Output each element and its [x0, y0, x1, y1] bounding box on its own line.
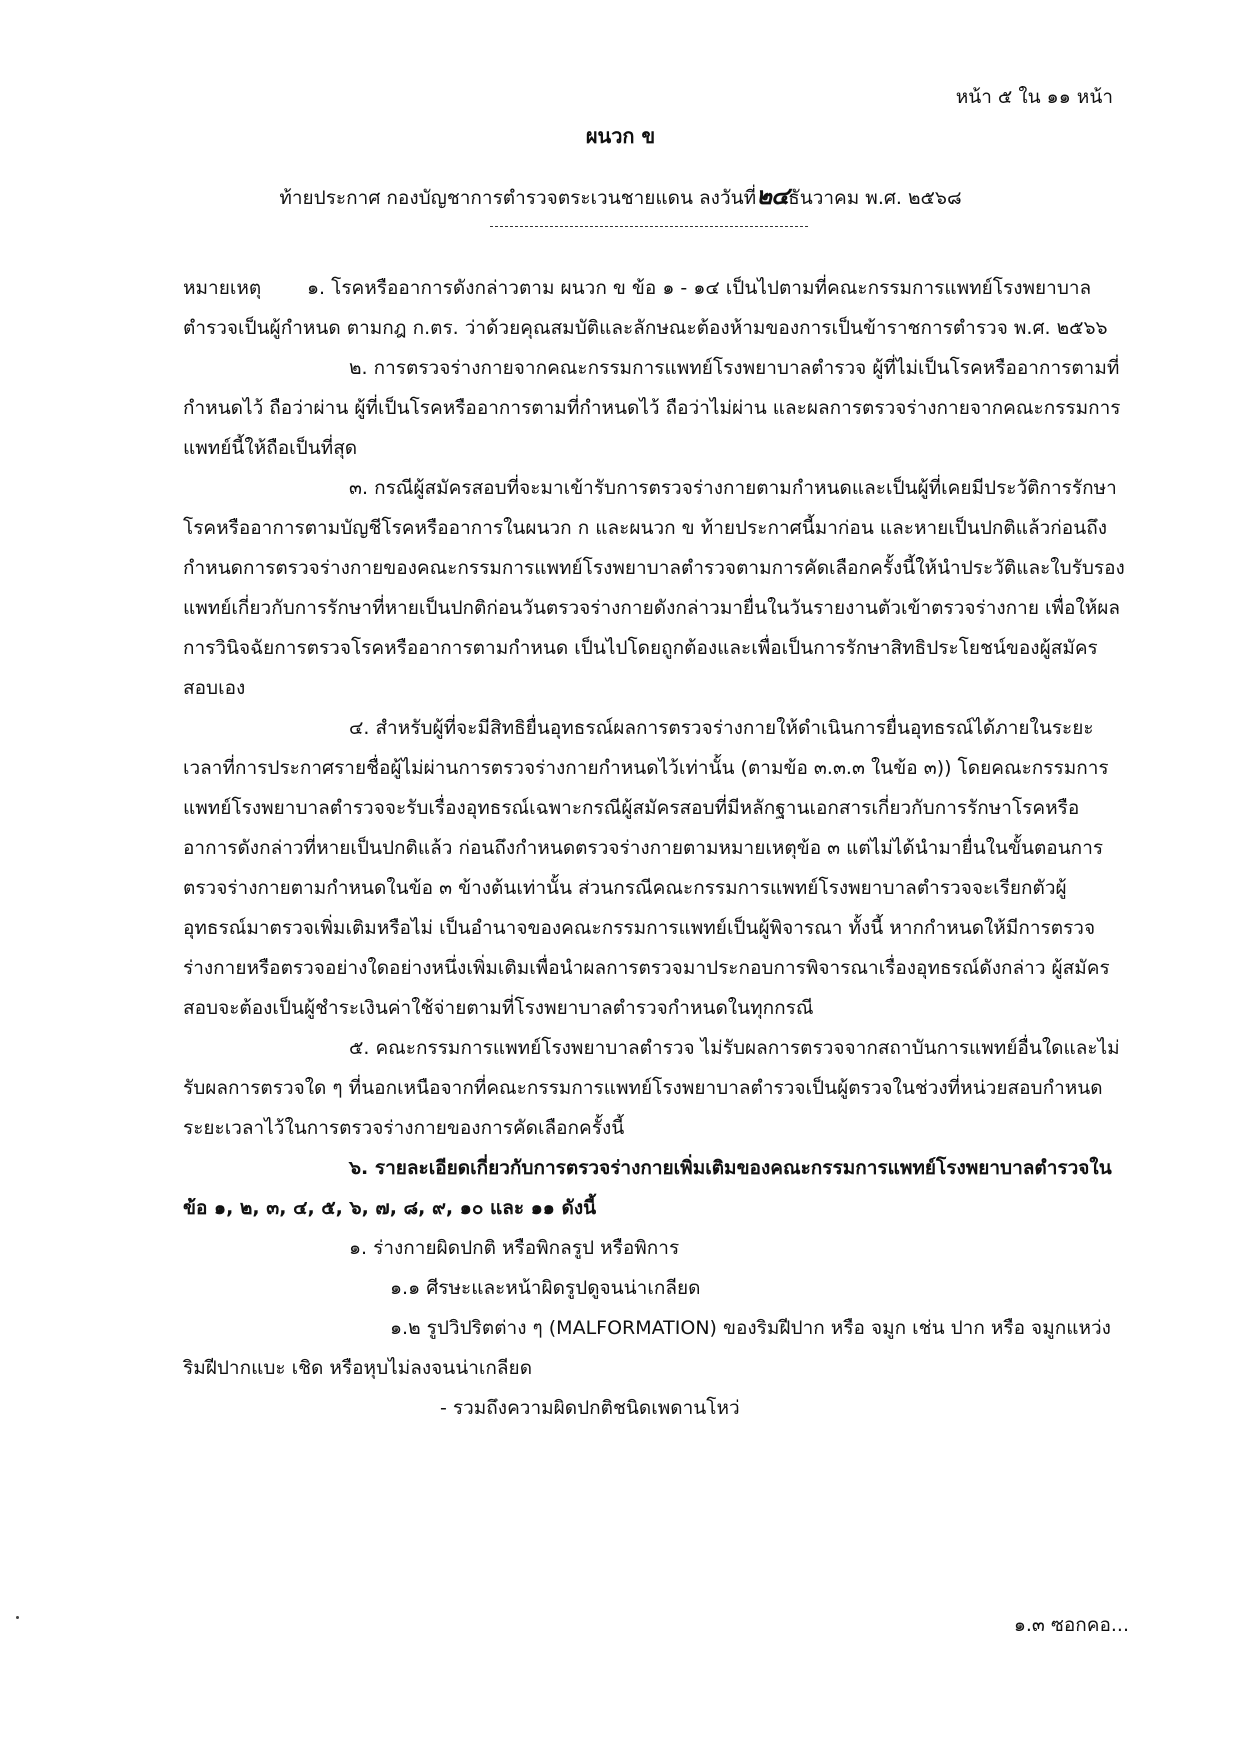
margin-mark — [16, 1616, 19, 1619]
subtitle-suffix: ธันวาคม พ.ศ. ๒๕๖๘ — [788, 187, 962, 209]
sub-item-1: ๑. ร่างกายผิดปกติ หรือพิกลรูป หรือพิการ — [349, 1237, 680, 1259]
note-item-2: ๒. การตรวจร่างกายจากคณะกรรมการแพทย์โรงพยาบาลตำรวจ ผู้ที่ไม่เป็นโรคหรืออาการตามที่กำหนดไว้ ถือว่าผ่าน ผู้ที่เป็นโรคหรืออาการตามที่กำหนดไว้ ถือว่าไม่ผ่าน และผลการตรวจร่างกายจากคณะกรรมการแพทย์นี้ให้ถือเป็นที่สุด — [183, 357, 1121, 459]
note-item-3: ๓. กรณีผู้สมัครสอบที่จะมาเข้ารับการตรวจร่างกายตามกำหนดและเป็นผู้ที่เคยมีประวัติการรักษาโรคหรืออาการตามบัญชีโรคหรืออาการในผนวก ก และผนวก ข ท้ายประกาศนี้มาก่อน และหายเป็นปกติแล้วก่อนถึงกำหนดการตรวจร่างกายของคณะกรรมการแพทย์โรงพยาบาลตำรวจตามการคัดเลือกครั้งนี้ให้นำประวัติและใบรับรองแพทย์เกี่ยวกับการรักษาที่หายเป็นปกติก่อนวันตรวจร่างกายดังกล่าวมายื่นในวันรายงานตัวเข้าตรวจร่างกาย เพื่อให้ผลการวินิจฉัยการตรวจโรคหรืออาการตามกำหนด เป็นไปโดยถูกต้องและเพื่อเป็นการรักษาสิทธิประโยชน์ของผู้สมัครสอบเอง — [183, 477, 1125, 699]
sub-item-1-1: ๑.๑ ศีรษะและหน้าผิดรูปดูจนน่าเกลียด — [390, 1277, 701, 1299]
page-number: หน้า ๕ ใน ๑๑ หน้า — [955, 86, 1113, 108]
note-item-6: ๖. รายละเอียดเกี่ยวกับการตรวจร่างกายเพิ่มเติมของคณะกรรมการแพทย์โรงพยาบาลตำรวจในข้อ ๑, ๒, ๓, ๔, ๕, ๖, ๗, ๘, ๙, ๑๐ และ ๑๑ ดังนี้ — [183, 1157, 1112, 1219]
continuation-text: ๑.๓ ซอกคอ... — [1013, 1614, 1129, 1636]
sub-item-1-2-dash: - รวมถึงความผิดปกติชนิดเพดานโหว่ — [440, 1397, 740, 1419]
note-item-1-text: ๑. โรคหรืออาการดังกล่าวตาม ผนวก ข ข้อ ๑ - ๑๔ เป็นไปตามที่คณะกรรมการแพทย์โรงพยาบาลตำรวจเป็นผู้กำหนด ตามกฎ ก.ตร. ว่าด้วยคุณสมบัติและลักษณะต้องห้ามของการเป็นข้าราชการตำรวจ พ.ศ. ๒๕๖๖ — [183, 277, 1108, 339]
subtitle-prefix: ท้ายประกาศ กองบัญชาการตำรวจตระเวนชายแดน ลงวันที่ — [279, 187, 757, 209]
announcement-subtitle — [0, 176, 1241, 215]
note-item-5: ๕. คณะกรรมการแพทย์โรงพยาบาลตำรวจ ไม่รับผลการตรวจจากสถาบันการแพทย์อื่นใดและไม่รับผลการตรวจใด ๆ ที่นอกเหนือจากที่คณะกรรมการแพทย์โรงพยาบาลตำรวจเป็นผู้ตรวจในช่วงที่หน่วยสอบกำหนดระยะเวลาไว้ในการตรวจร่างกายของการคัดเลือกครั้งนี้ — [183, 1037, 1120, 1139]
dashed-separator — [490, 226, 808, 227]
sub-item-1-2: ๑.๒ รูปวิปริตต่าง ๆ (MALFORMATION) ของริมฝีปาก หรือ จมูก เช่น ปาก หรือ จมูกแหว่ง ริมฝีปากแบะ เชิด หรือหุบไม่ลงจนน่าเกลียด — [183, 1317, 1111, 1379]
handwritten-date: ๒๔ — [756, 181, 789, 210]
note-item-1 — [183, 268, 1128, 348]
annex-title: ผนวก ข — [585, 124, 656, 148]
notes-body — [183, 268, 1128, 1428]
note-item-4: ๔. สำหรับผู้ที่จะมีสิทธิยื่นอุทธรณ์ผลการตรวจร่างกายให้ดำเนินการยื่นอุทธรณ์ได้ภายในระยะเวลาที่การประกาศรายชื่อผู้ไม่ผ่านการตรวจร่างกายกำหนดไว้เท่านั้น (ตามข้อ ๓.๓.๓ ในข้อ ๓)) โดยคณะกรรมการแพทย์โรงพยาบาลตำรวจจะรับเรื่องอุทธรณ์เฉพาะกรณีผู้สมัครสอบที่มีหลักฐานเอกสารเกี่ยวกับการรักษาโรคหรืออาการดังกล่าวที่หายเป็นปกติแล้ว ก่อนถึงกำหนดตรวจร่างกายตามหมายเหตุข้อ ๓ แต่ไม่ได้นำมายื่นในขั้นตอนการตรวจร่างกายตามกำหนดในข้อ ๓ ข้างต้นเท่านั้น ส่วนกรณีคณะกรรมการแพทย์โรงพยาบาลตำรวจจะเรียกตัวผู้อุทธรณ์มาตรวจเพิ่มเติมหรือไม่ เป็นอำนาจของคณะกรรมการแพทย์เป็นผู้พิจารณา ทั้งนี้ หากกำหนดให้มีการตรวจร่างกายหรือตรวจอย่างใดอย่างหนึ่งเพิ่มเติมเพื่อนำผลการตรวจมาประกอบการพิจารณาเรื่องอุทธรณ์ดังกล่าว ผู้สมัครสอบจะต้องเป็นผู้ชำระเงินค่าใช้จ่ายตามที่โรงพยาบาลตำรวจกำหนดในทุกกรณี — [183, 717, 1110, 1019]
notes-label: หมายเหตุ — [183, 277, 262, 299]
